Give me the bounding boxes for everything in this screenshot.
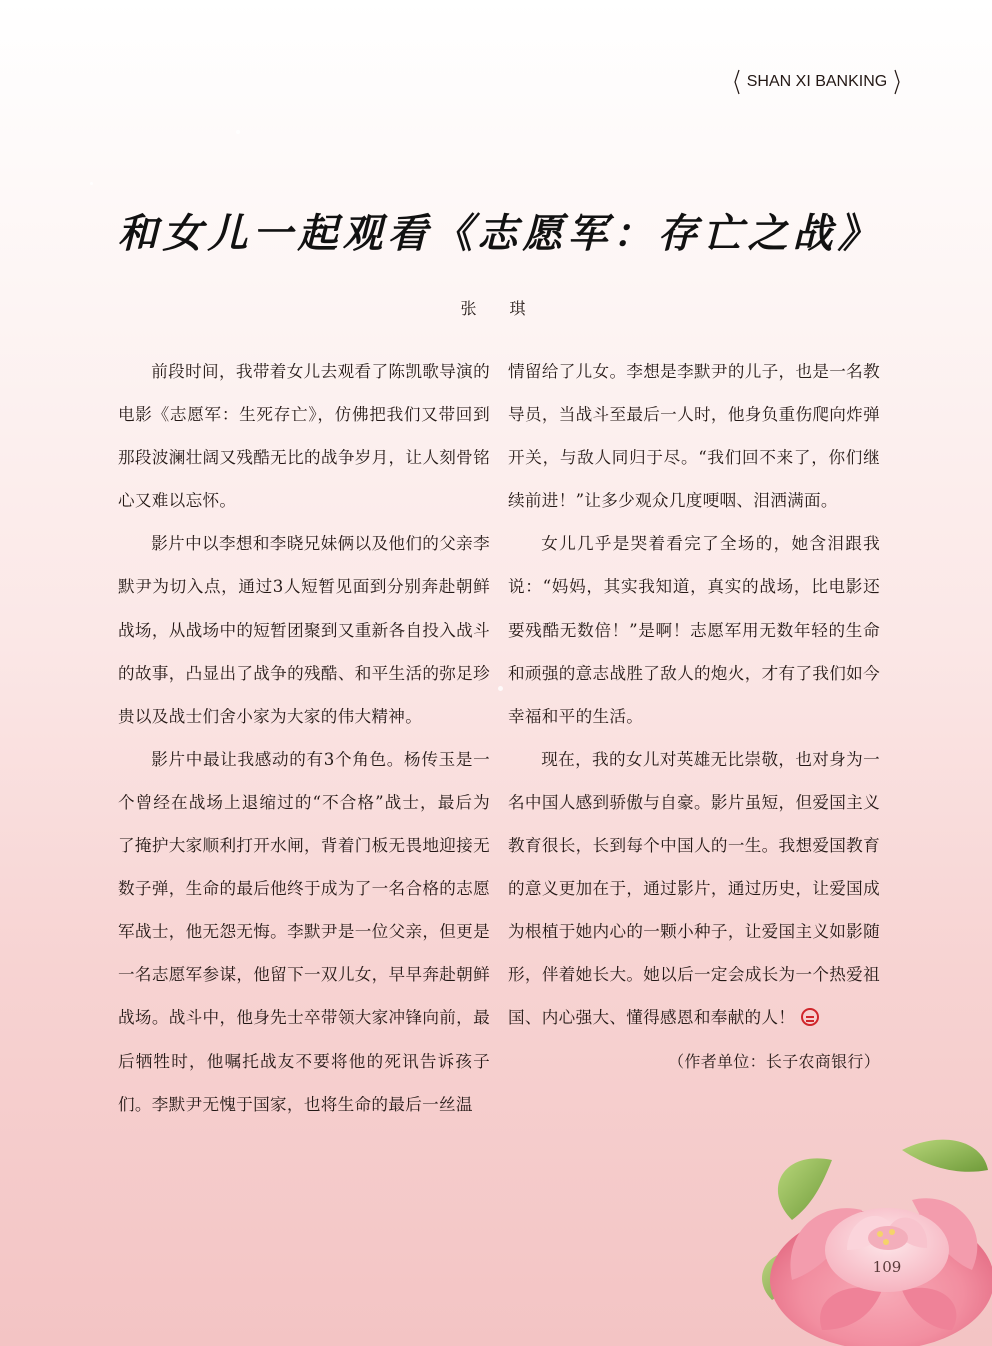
paragraph-continued: 情留给了儿女。李想是李默尹的儿子，也是一名教导员，当战斗至最后一人时，他身负重伤爬向炸弹开关，与敌人同归于尽。“我们回不来了，你们继续前进！”让多少观众几度哽咽、泪洒满面。 <box>508 362 880 511</box>
paragraph: 影片中以李想和李晓兄妹俩以及他们的父亲李默尹为切入点，通过3人短暂见面到分别奔赴朝鲜战场，从战场中的短暂团聚到又重新各自投入战斗的故事，凸显出了战争的残酷、和平生活的弥足珍贵以及战士们舍小家为大家的伟大精神。 <box>118 534 490 726</box>
paragraph-final <box>508 738 880 1040</box>
end-of-article-icon <box>801 1008 819 1026</box>
paragraph: 前段时间，我带着女儿去观看了陈凯歌导演的电影《志愿军：生死存亡》，仿佛把我们又带回到那段波澜壮阔又残酷无比的战争岁月，让人刻骨铭心又难以忘怀。 <box>118 362 490 511</box>
article-author: 张 琪 <box>460 299 540 318</box>
right-text-column <box>508 350 880 1083</box>
sparkle-decoration <box>90 182 93 185</box>
paragraph-text: 现在，我的女儿对英雄无比崇敬，也对身为一名中国人感到骄傲与自豪。影片虽短，但爱国主义教育很长，长到每个中国人的一生。我想爱国教育的意义更加在于，通过影片，通过历史，让爱国成为根植于她内心的一颗小种子，让爱国主义如影随形，伴着她长大。她以后一定会成长为一个热爱祖国、内心强大、懂得感恩和奉献的人！ <box>508 749 880 1028</box>
author-affiliation: （作者单位：长子农商银行） <box>668 1051 880 1071</box>
header-tag-label: SHAN XI BANKING <box>746 73 888 90</box>
peony-flower-decoration <box>752 1130 992 1346</box>
article-title: 和女儿一起观看《志愿军：存亡之战》 <box>117 210 883 257</box>
paragraph: 女儿几乎是哭着看完了全场的，她含泪跟我说：“妈妈，其实我知道，真实的战场，比电影还要残酷无数倍！”是啊！志愿军用无数年轻的生命和顽强的意志战胜了敌人的炮火，才有了我们如今幸福和平的生活。 <box>508 534 880 726</box>
left-text-column <box>118 350 490 1126</box>
paragraph: 影片中最让我感动的有3个角色。杨传玉是一个曾经在战场上退缩过的“不合格”战士，最后为了掩护大家顺利打开水闸，背着门板无畏地迎接无数子弹，生命的最后他终于成为了一名合格的志愿军战士，他无怨无悔。李默尹是一位父亲，但更是一名志愿军参谋，他留下一双儿女，早早奔赴朝鲜战场。战斗中，他身先士卒带领大家冲锋向前，最后牺牲时，他嘱托战友不要将他的死讯告诉孩子们。李默尹无愧于国家，也将生命的最后一丝温 <box>118 749 490 1114</box>
header-section-tag <box>733 68 901 96</box>
page-number: 109 <box>872 1258 902 1276</box>
sparkle-decoration <box>498 686 503 691</box>
sparkle-decoration <box>236 130 240 134</box>
